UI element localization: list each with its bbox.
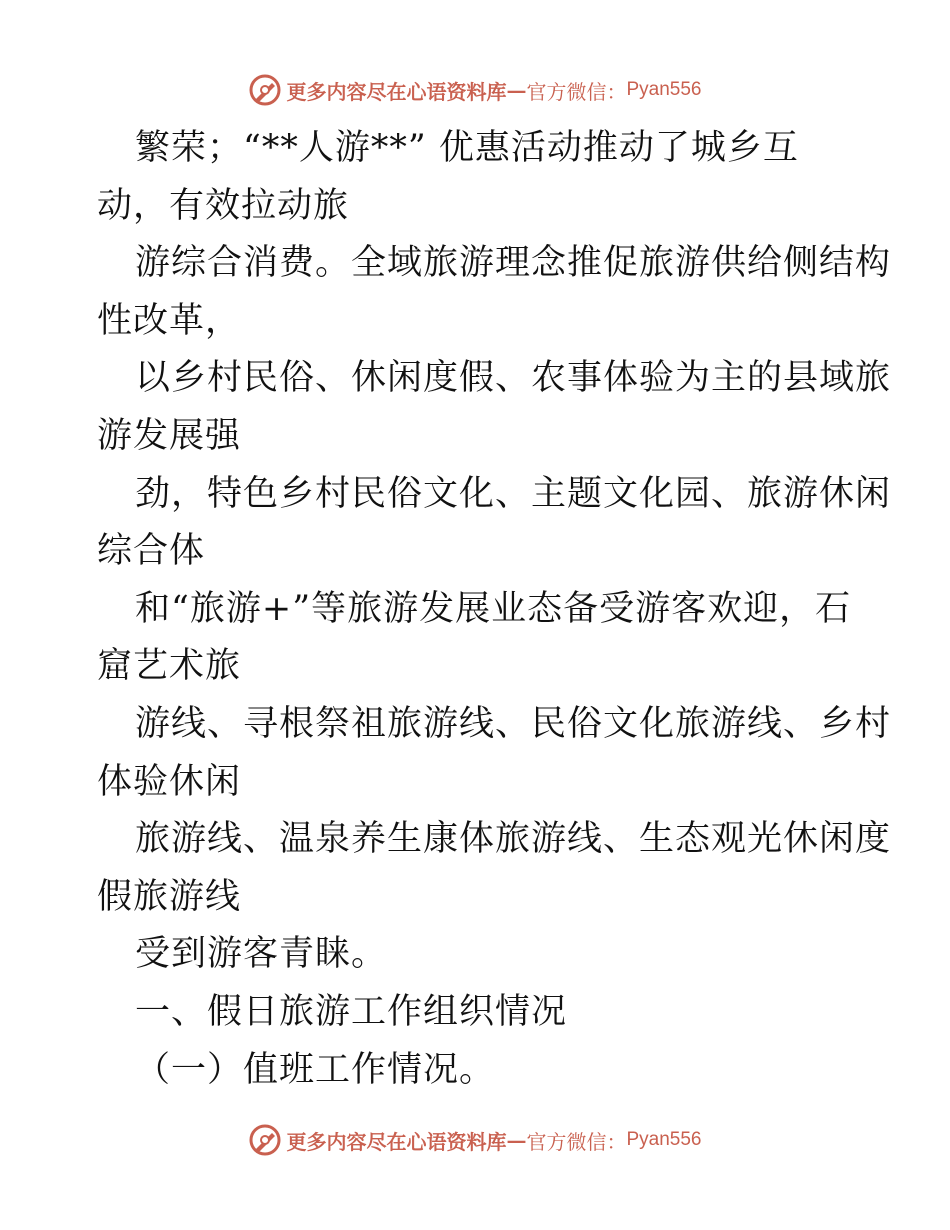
text-line: 和“旅游+”等旅游发展业态备受游客欢迎，石 [135, 588, 852, 629]
text-line: 综合体 [97, 531, 206, 572]
text-line: 体验休闲 [97, 761, 242, 802]
text-line: 以乡村民俗、休闲度假、农事体验为主的县域旅 [135, 358, 892, 399]
watermark-dash: — [506, 1128, 527, 1152]
document-body [97, 120, 892, 1099]
watermark-brand-text: 更多内容尽在心语资料库 [286, 79, 507, 104]
pen-logo-icon [248, 73, 282, 107]
watermark-official-text: 官方微信： [526, 1129, 627, 1154]
text-line: 动，有效拉动旅 [97, 185, 350, 226]
text-line: 窟艺术旅 [97, 646, 242, 687]
watermark-official-text: 官方微信： [526, 79, 627, 104]
section-heading: 一、假日旅游工作组织情况 [135, 991, 568, 1032]
text-line: 假旅游线 [97, 876, 242, 917]
text-line: 游线、寻根祭祖旅游线、民俗文化旅游线、乡村 [135, 703, 892, 744]
watermark-brand-text: 更多内容尽在心语资料库 [286, 1129, 507, 1154]
text-line: 性改革， [97, 300, 242, 341]
subsection-heading: （一）值班工作情况。 [135, 1049, 496, 1090]
text-line: 劲，特色乡村民俗文化、主题文化园、旅游休闲 [135, 473, 892, 514]
pen-logo-icon [248, 1123, 282, 1157]
footer-watermark [0, 1120, 950, 1160]
text-line: 繁荣；“**人游**” 优惠活动推动了城乡互 [135, 128, 799, 168]
text-line: 游发展强 [97, 415, 242, 456]
watermark-wechat-id: Pyan556 [626, 1129, 702, 1150]
watermark-dash: — [506, 78, 527, 102]
header-watermark [0, 70, 950, 110]
text-line: 旅游线、温泉养生康体旅游线、生态观光休闲度 [135, 819, 892, 860]
watermark-wechat-id: Pyan556 [626, 79, 702, 100]
text-line: 受到游客青睐。 [135, 934, 388, 975]
text-line: 游综合消费。全域旅游理念推促旅游供给侧结构 [135, 243, 892, 284]
